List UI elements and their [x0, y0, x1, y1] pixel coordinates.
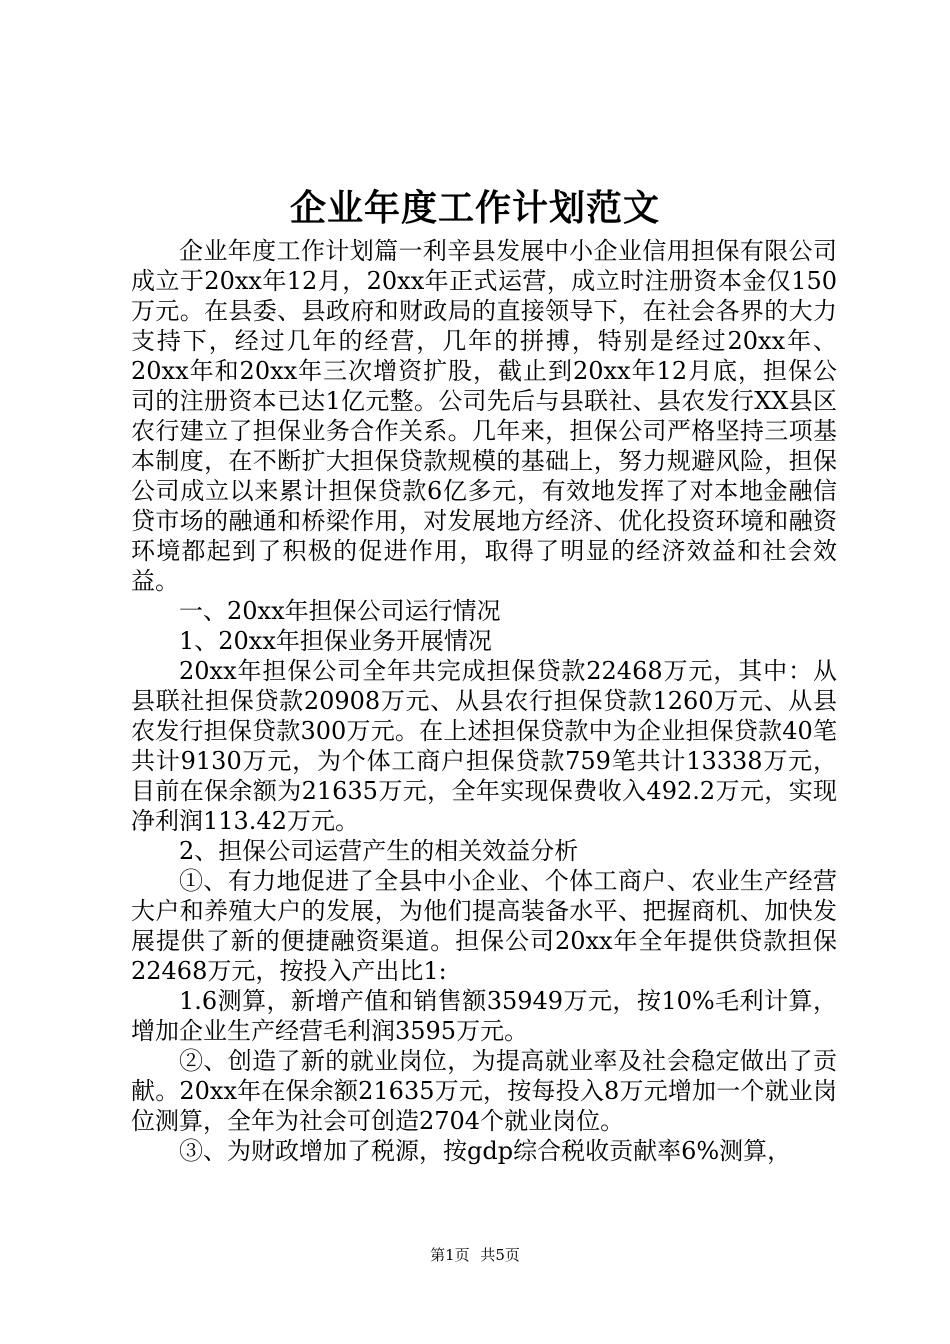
page-total: 共5页 — [480, 1246, 520, 1264]
paragraph-intro: 企业年度工作计划篇一利辛县发展中小企业信用担保有限公司成立于20xx年12月，20xx年正式运营，成立时注册资本金仅150万元。在县委、县政府和财政局的直接领导下，在社会各界的大力支持下，经过几年的经营，几年的拼搏，特别是经过20xx年、20xx年和20xx年三次增资扩股，截止到20xx年12月底，担保公司的注册资本已达1亿元整。公司先后与县联社、县农发行XX县区农行建立了担保业务合作关系。几年来，担保公司严格坚持三项基本制度，在不断扩大担保贷款规模的基础上，努力规避风险，担保公司成立以来累计担保贷款6亿多元，有效地发挥了对本地金融信贷市场的融通和桥梁作用，对发展地方经济、优化投资环境和融资环境都起到了积极的促进作用，取得了明显的经济效益和社会效益。 — [131, 237, 837, 595]
paragraph-business-summary: 20xx年担保公司全年共完成担保贷款22468万元，其中：从县联社担保贷款20908万元、从县农行担保贷款1260万元、从县农发行担保贷款300万元。在上述担保贷款中为企业担保贷款40笔共计9130万元，为个体工商户担保贷款759笔共计13338万元，目前在保余额为21635万元，全年实现保费收入492.2万元，实现净利润113.42万元。 — [131, 657, 837, 835]
subsection-heading: 2、担保公司运营产生的相关效益分析 — [179, 837, 579, 865]
paragraph-benefit-1-continued: 1.6测算，新增产值和销售额35949万元，按10%毛利计算，增加企业生产经营毛利润3595万元。 — [131, 987, 837, 1045]
paragraph-benefit-3: ③、为财政增加了税源，按gdp综合税收贡献率6%测算， — [179, 1137, 792, 1165]
document-title: 企业年度工作计划范文 — [289, 187, 660, 229]
paragraph-benefit-1: ①、有力地促进了全县中小企业、个体工商户、农业生产经营大户和养殖大户的发展，为他们提高装备水平、把握商机、加快发展提供了新的便捷融资渠道。担保公司20xx年全年提供贷款担保22468万元，按投入产出比1: — [131, 867, 837, 985]
paragraph-benefit-2: ②、创造了新的就业岗位，为提高就业率及社会稳定做出了贡献。20xx年在保余额21635万元，按每投入8万元增加一个就业岗位测算，全年为社会可创造2704个就业岗位。 — [131, 1047, 837, 1135]
page-number: 第1页 — [430, 1246, 470, 1264]
page-footer — [0, 1245, 950, 1265]
section-heading: 一、20xx年担保公司运行情况 — [179, 597, 501, 625]
document-body — [131, 236, 837, 1166]
subsection-heading: 1、20xx年担保业务开展情况 — [179, 627, 492, 655]
